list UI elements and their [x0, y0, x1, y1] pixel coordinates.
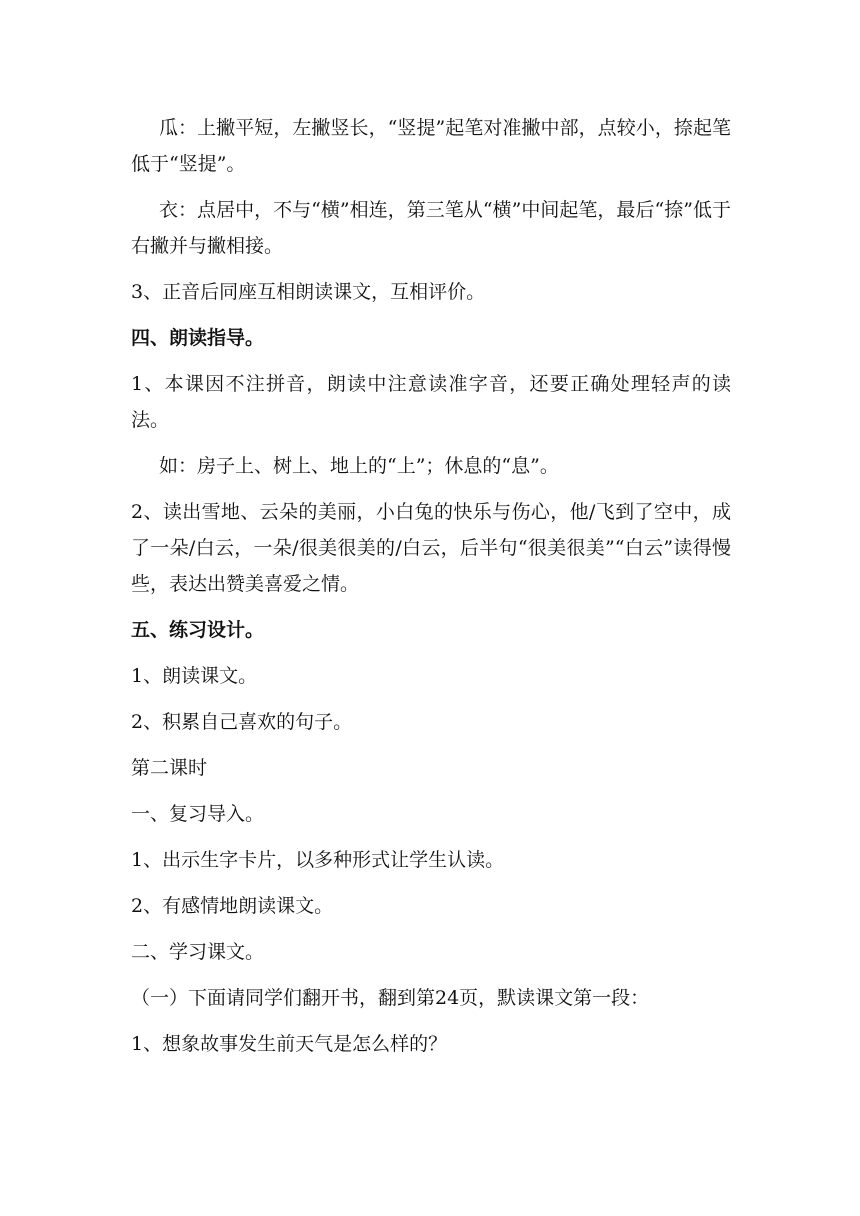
section-heading-reading-guidance: 四、朗读指导。: [131, 327, 265, 349]
paragraph-learn-part-1: （一）下面请同学们翻开书，翻到第24页，默读课文第一段：: [131, 987, 650, 1009]
paragraph-reading-point-2: 2、读出雪地、云朵的美丽，小白兔的快乐与伤心，他/飞到了空中，成了一朵/白云，一朵/很美很美的/白云，后半句“很美很美”“白云”读得慢些，表达出赞美喜爱之情。: [131, 501, 731, 595]
paragraph-gua-stroke-guide: 瓜：上撇平短，左撇竖长，“竖提”起笔对准撇中部，点较小，捺起笔低于“竖提”。: [131, 117, 731, 175]
paragraph-exercise-1: 1、朗读课文。: [131, 665, 258, 687]
section-heading-learn-text: 二、学习课文。: [131, 941, 265, 963]
paragraph-learn-question-1: 1、想象故事发生前天气是怎么样的？: [131, 1033, 448, 1055]
paragraph-exercise-2: 2、积累自己喜欢的句子。: [131, 711, 353, 733]
paragraph-step-3: 3、正音后同座互相朗读课文，互相评价。: [131, 281, 486, 303]
document-body: [131, 110, 731, 1072]
paragraph-review-1: 1、出示生字卡片，以多种形式让学生认读。: [131, 849, 505, 871]
paragraph-reading-point-1: 1、本课因不注拼音，朗读中注意读准字音，还要正确处理轻声的读法。: [131, 373, 731, 431]
lesson-title-second: 第二课时: [131, 757, 208, 779]
paragraph-yi-stroke-guide: 衣：点居中，不与“横”相连，第三笔从“横”中间起笔，最后“捺”低于右撇并与撇相接。: [131, 199, 731, 257]
section-heading-review: 一、复习导入。: [131, 803, 265, 825]
paragraph-example: 如：房子上、树上、地上的“上”；休息的“息”。: [159, 455, 559, 477]
section-heading-exercise-design: 五、练习设计。: [131, 619, 265, 641]
paragraph-review-2: 2、有感情地朗读课文。: [131, 895, 334, 917]
